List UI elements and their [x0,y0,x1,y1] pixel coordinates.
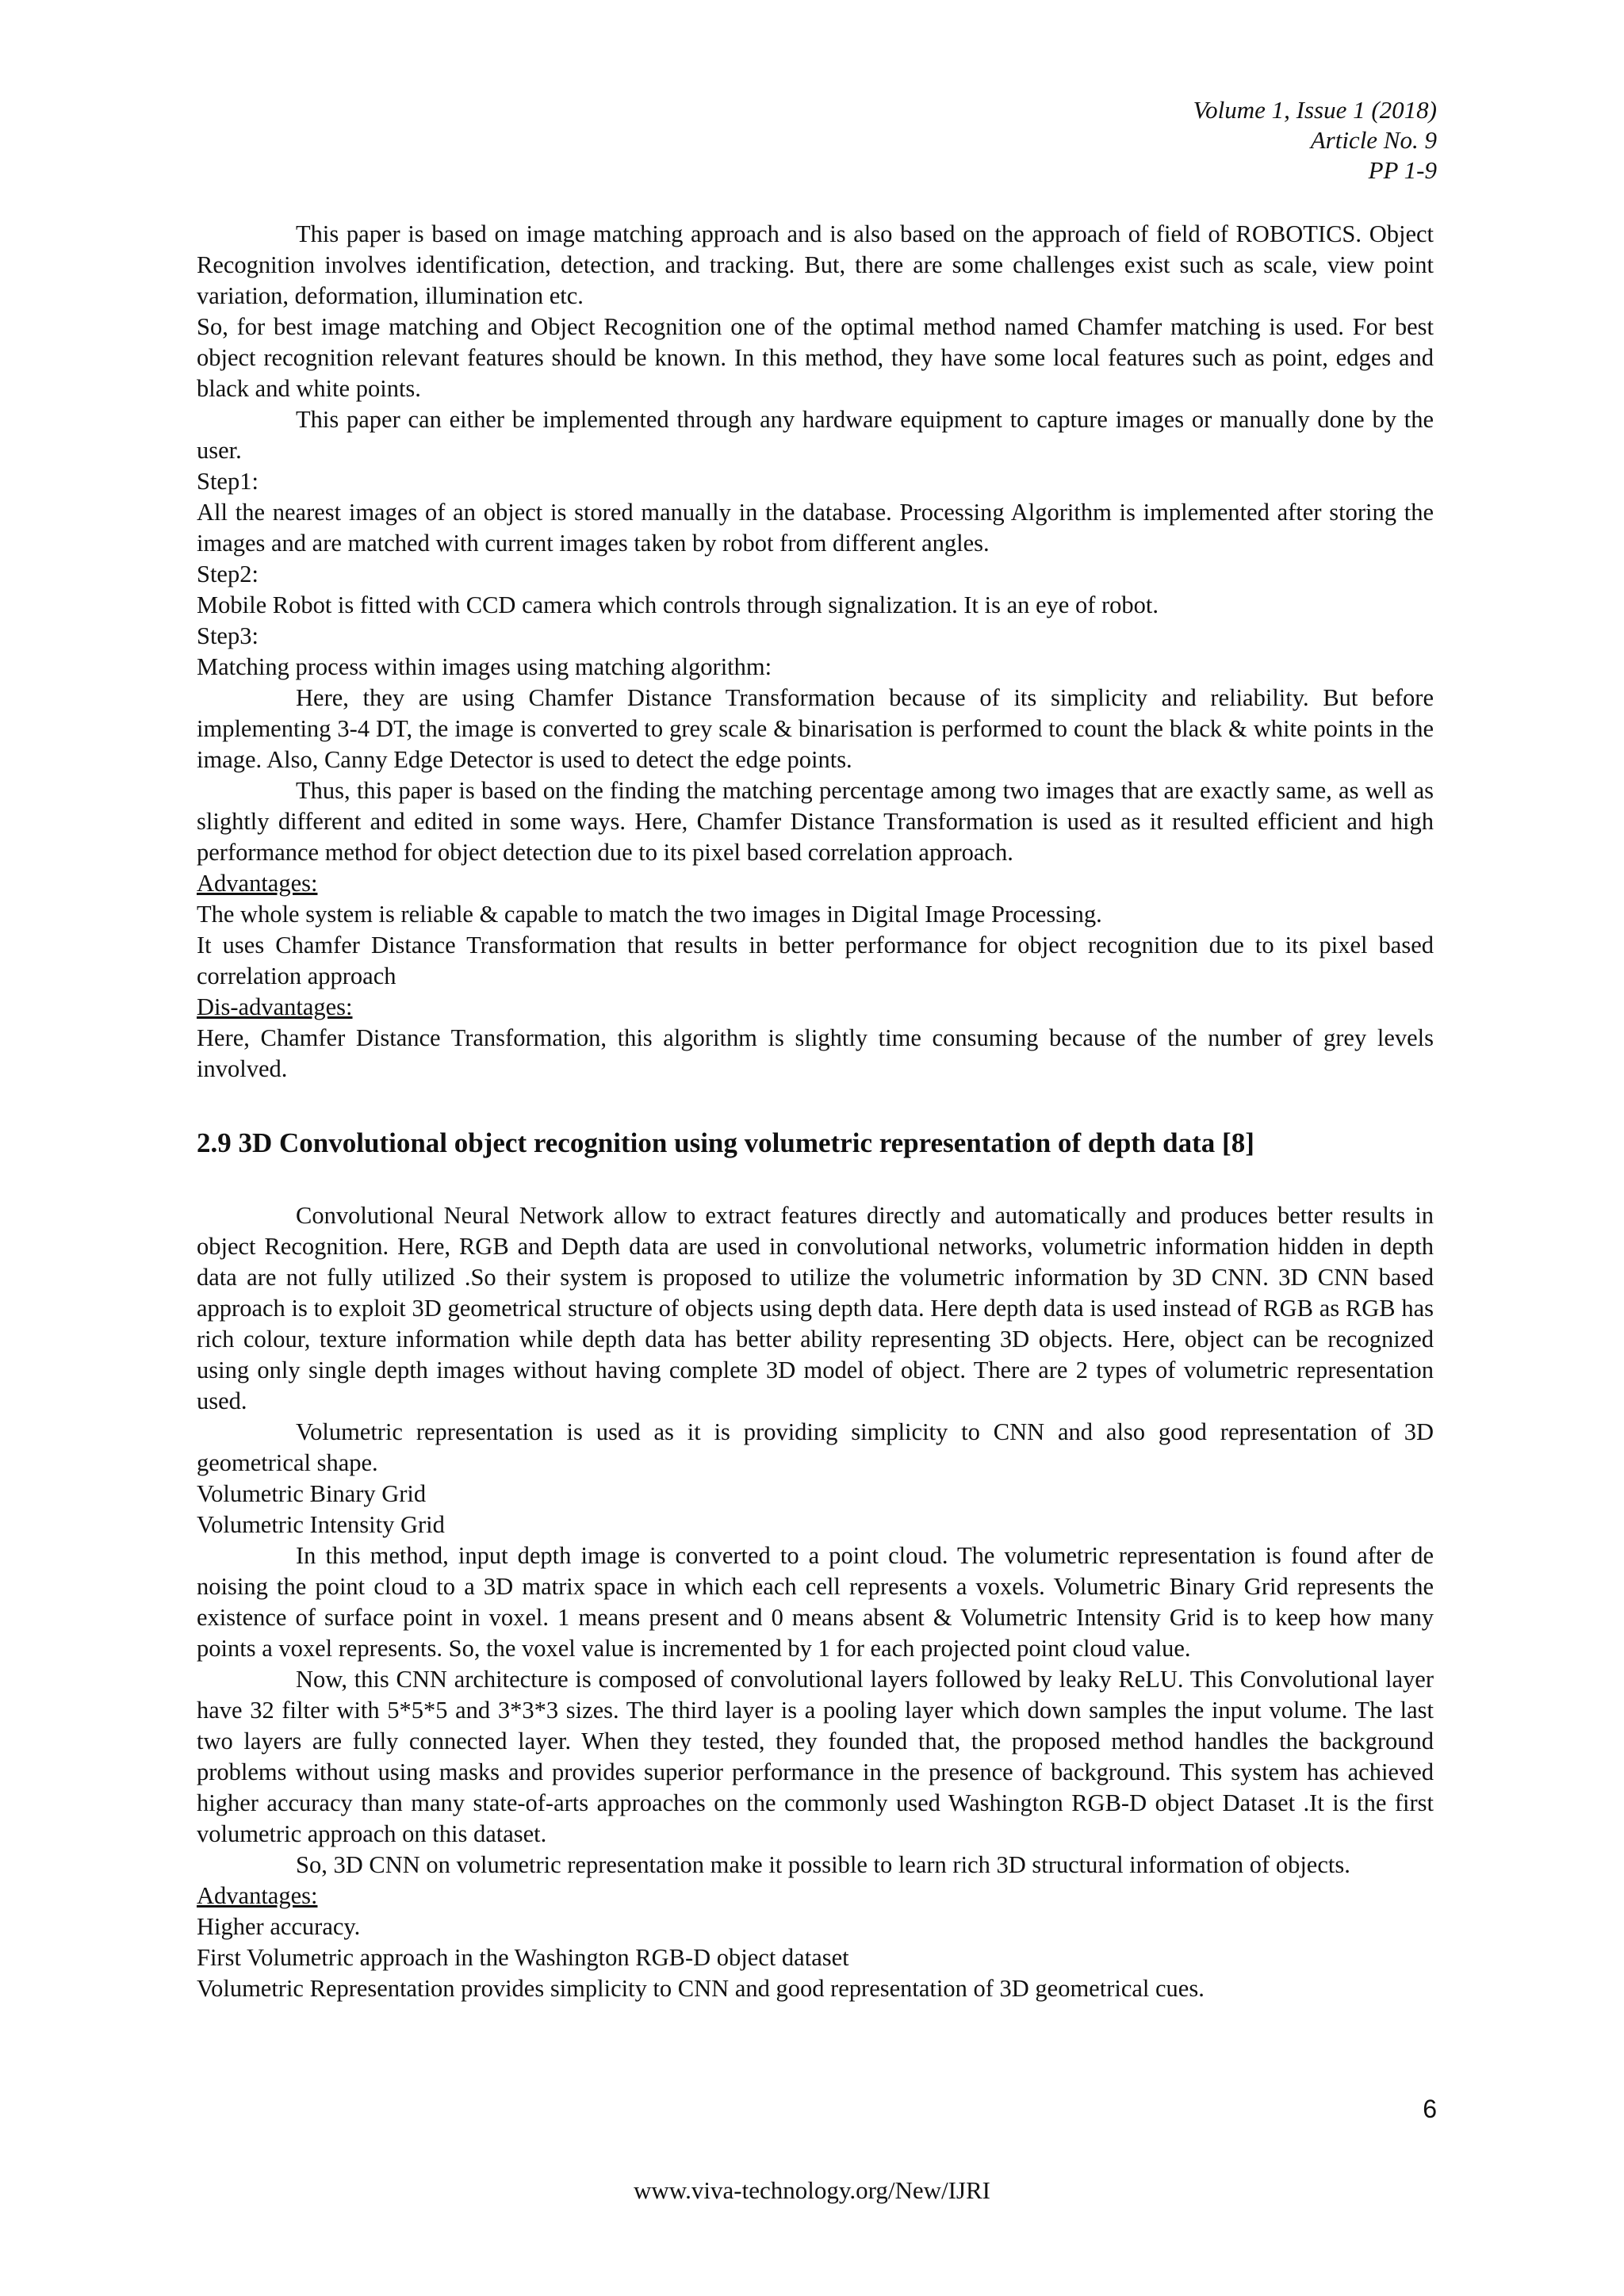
paragraph: Matching process within images using matching algorithm: [197,653,772,680]
advantage-item: It uses Chamfer Distance Transformation that results in better performance for object recognition due to its pixel based correlation approach [197,932,1434,989]
advantage-item: Volumetric Representation provides simplicity to CNN and good representation of 3D geometrical cues. [197,1975,1205,2002]
list-item: Volumetric Binary Grid [197,1480,427,1507]
paragraph: This paper can either be implemented through any hardware equipment to capture images or manually done by the user. [197,406,1434,464]
step-label: Step3: [197,622,259,649]
paragraph: In this method, input depth image is converted to a point cloud. The volumetric representation is found after de noising the point cloud to a 3D matrix space in which each cell represents a voxels. Volumetric Binary Grid represents the existence of surface point in voxel. 1 means present and 0 means absent & Volumetric Intensity Grid is to keep how many points a voxel represents. So, the voxel value is incremented by 1 for each projected point cloud value. [197,1542,1434,1662]
paragraph: All the nearest images of an object is stored manually in the database. Processing Algorithm is implemented after storing the images and are matched with current images taken by robot from different angles. [197,499,1434,557]
paragraph: So, for best image matching and Object Recognition one of the optimal method named Chamfer matching is used. For best object recognition relevant features should be known. In this method, they have some local features such as point, edges and black and white points. [197,313,1434,402]
step-label: Step1: [197,468,259,495]
paragraph: Thus, this paper is based on the finding the matching percentage among two images that are exactly same, as well as slightly different and edited in some ways. Here, Chamfer Distance Transformation is used as it resulted efficient and high performance method for object detection due to its pixel based correlation approach. [197,777,1434,866]
advantages-label [197,1881,1434,1911]
advantages-label [197,868,1434,899]
volume-info: Volume 1, Issue 1 (2018) [1193,96,1437,124]
paragraph: Now, this CNN architecture is composed of convolutional layers followed by leaky ReLU. This Convolutional layer have 32 filter with 5*5*5 and 3*3*3 sizes. The third layer is a pooling layer which down samples the input volume. The last two layers are fully connected layer. When they tested, they founded that, the proposed method handles the background problems without using masks and provides superior performance in the presence of background. This system has achieved higher accuracy than many state-of-arts approaches on the commonly used Washington RGB-D object Dataset .It is the first volumetric approach on this dataset. [197,1666,1434,1847]
disadvantage-item: Here, Chamfer Distance Transformation, this algorithm is slightly time consuming because of the number of grey levels involved. [197,1024,1434,1082]
paragraph: Convolutional Neural Network allow to extract features directly and automatically and produces better results in object Recognition. Here, RGB and Depth data are used in convolutional networks, volumetric information hidden in depth data are not fully utilized .So their system is proposed to utilize the volumetric information by 3D CNN. 3D CNN based approach is to exploit 3D geometrical structure of objects using depth data. Here depth data is used instead of RGB as RGB has rich colour, texture information while depth data has better ability representing 3D objects. Here, object can be recognized using only single depth images without having complete 3D model of object. There are 2 types of volumetric representation used. [197,1202,1434,1414]
advantage-item: Higher accuracy. [197,1913,361,1940]
advantages-label-text: Advantages: [197,1882,318,1909]
section-heading: 2.9 3D Convolutional object recognition using volumetric representation of depth data [8] [197,1127,1254,1158]
paragraph: Mobile Robot is fitted with CCD camera which controls through signalization. It is an eye of robot. [197,591,1159,618]
page-body [197,219,1434,2004]
step-label: Step2: [197,561,259,587]
advantages-label-text: Advantages: [197,870,318,897]
list-item: Volumetric Intensity Grid [197,1511,445,1538]
running-header [1193,95,1437,186]
paragraph: Volumetric representation is used as it is providing simplicity to CNN and also good representation of 3D geometrical shape. [197,1418,1434,1476]
advantage-item: The whole system is reliable & capable to match the two images in Digital Image Processing. [197,901,1102,928]
page-number: 6 [1423,2095,1437,2123]
article-number: Article No. 9 [1310,126,1437,154]
page-range: PP 1-9 [1368,156,1437,184]
advantage-item: First Volumetric approach in the Washington RGB-D object dataset [197,1944,849,1971]
footer-url: www.viva-technology.org/New/IJRI [634,2176,990,2204]
disadvantages-label-text: Dis-advantages: [197,993,353,1020]
paragraph: So, 3D CNN on volumetric representation make it possible to learn rich 3D structural information of objects. [296,1851,1350,1878]
paragraph: This paper is based on image matching approach and is also based on the approach of field of ROBOTICS. Object Recognition involves identification, detection, and tracking. But, there are some challenges exist such as scale, view point variation, deformation, illumination etc. [197,220,1434,309]
disadvantages-label [197,992,1434,1023]
paragraph: Here, they are using Chamfer Distance Transformation because of its simplicity and reliability. But before implementing 3-4 DT, the image is converted to grey scale & binarisation is performed to count the black & white points in the image. Also, Canny Edge Detector is used to detect the edge points. [197,684,1434,773]
